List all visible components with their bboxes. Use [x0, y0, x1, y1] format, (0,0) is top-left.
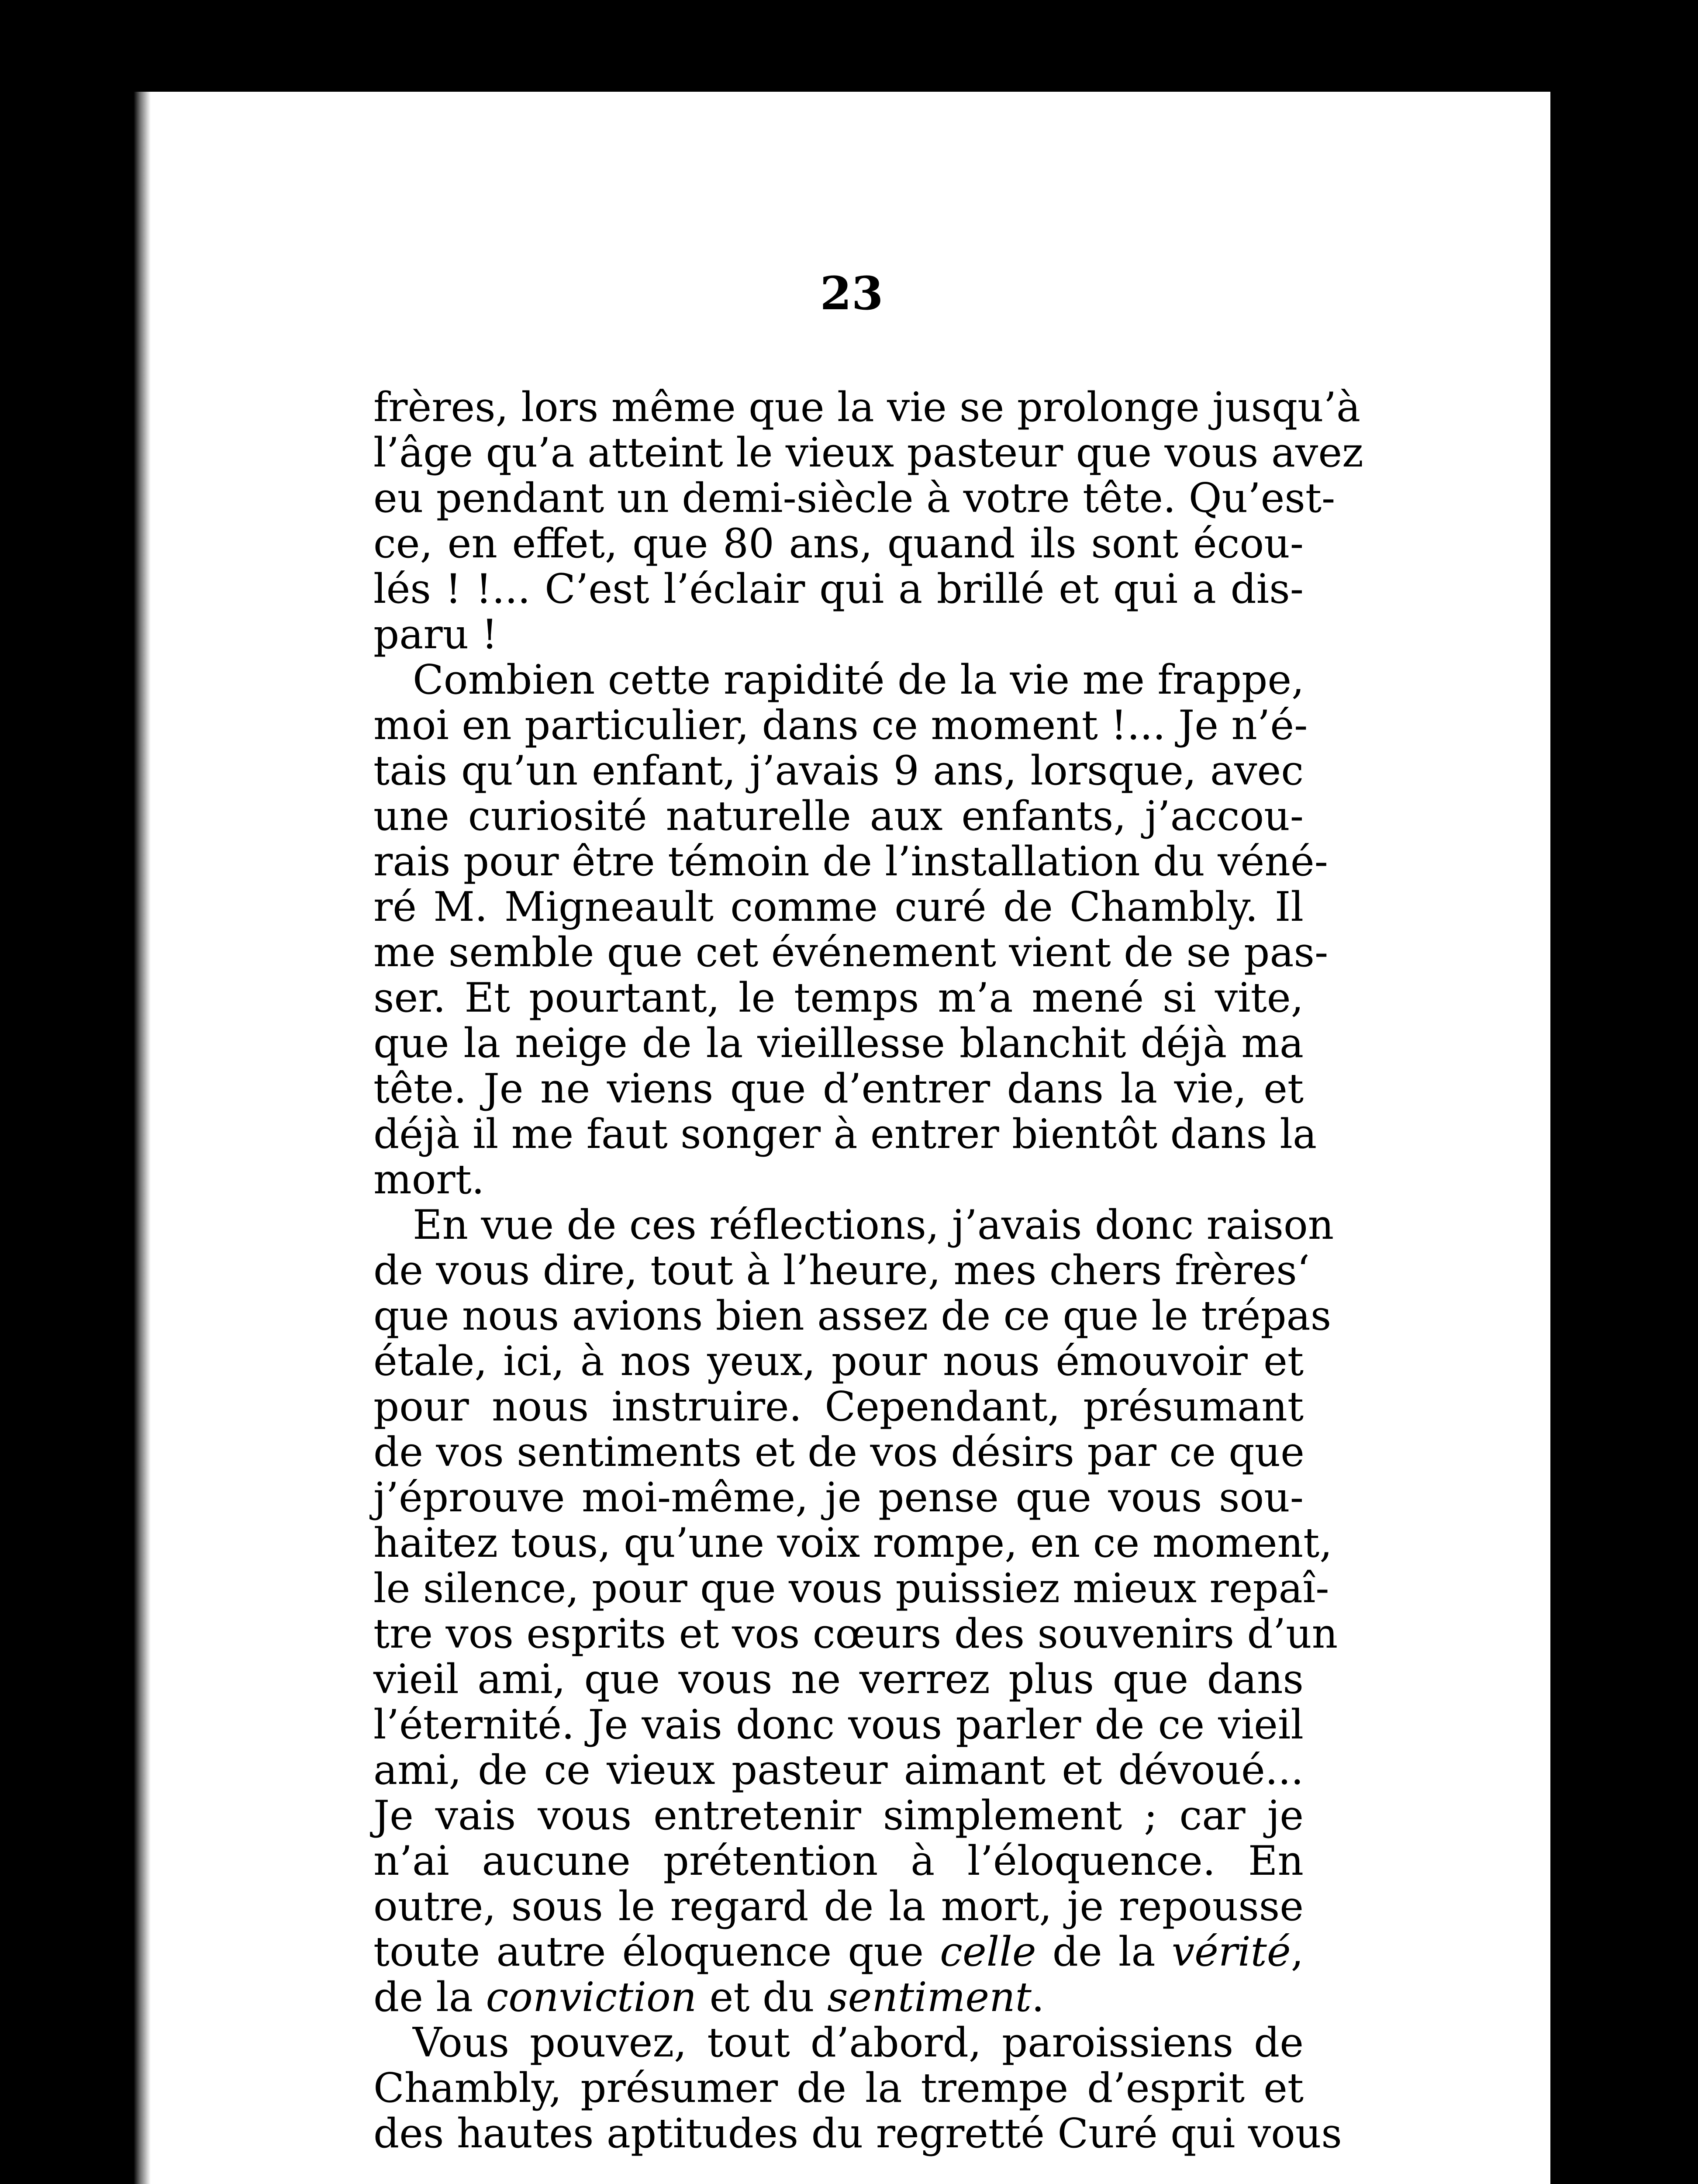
text-line: outre, sous le regard de la mort, je repousse [373, 1883, 1304, 1930]
text-line: haitez tous, qu’une voix rompe, en ce moment, [373, 1519, 1332, 1566]
text-line: de vos sentiments et de vos désirs par ce que [373, 1428, 1305, 1476]
text-line: j’éprouve moi-même, je pense que vous sou- [373, 1474, 1304, 1521]
text-line: toute autre éloquence que celle de la vérité, [373, 1928, 1304, 1975]
text-line: de vous dire, tout à l’heure, mes chers frères‘ [373, 1247, 1310, 1294]
text-line: des hautes aptitudes du regretté Curé qui vous [373, 2110, 1342, 2157]
text-line: tre vos esprits et vos cœurs des souvenirs d’un [373, 1610, 1338, 1657]
text-line: une curiosité naturelle aux enfants, j’accou- [373, 792, 1304, 840]
text-line: l’âge qu’a atteint le vieux pasteur que vous avez [373, 429, 1363, 476]
text-line: le silence, pour que vous puissiez mieux repaî- [373, 1565, 1329, 1612]
text-line: me semble que cet événement vient de se pas- [373, 929, 1329, 976]
body-text [373, 384, 1363, 2157]
text-line: vieil ami, que vous ne verrez plus que dans [373, 1655, 1304, 1703]
page-binding-shadow [124, 92, 151, 2184]
text-line: mort. [373, 1156, 485, 1203]
text-line: que nous avions bien assez de ce que le trépas [373, 1292, 1332, 1339]
text-line: Je vais vous entretenir simplement ; car je [373, 1792, 1304, 1839]
text-line: pour nous instruire. Cependant, présumant [373, 1383, 1304, 1430]
text-line: paru ! [373, 611, 498, 658]
text-line: frères, lors même que la vie se prolonge jusqu’à [373, 384, 1361, 431]
text-line: de la conviction et du sentiment. [373, 1973, 1045, 2021]
text-line: l’éternité. Je vais donc vous parler de ce vieil [373, 1701, 1304, 1748]
page-number: 23 [820, 266, 884, 320]
text-line: tête. Je ne viens que d’entrer dans la vie, et [373, 1065, 1304, 1112]
text-line: Chambly, présumer de la trempe d’esprit et [373, 2064, 1304, 2111]
text-line: rais pour être témoin de l’installation du véné- [373, 838, 1328, 885]
text-line: ce, en effet, que 80 ans, quand ils sont écou- [373, 520, 1304, 567]
text-line: tais qu’un enfant, j’avais 9 ans, lorsque, avec [373, 747, 1304, 794]
text-line: ami, de ce vieux pasteur aimant et dévoué... [373, 1746, 1304, 1794]
text-line: eu pendant un demi-siècle à votre tête. Qu’est- [373, 474, 1336, 522]
text-line: étale, ici, à nos yeux, pour nous émouvoir et [373, 1337, 1304, 1385]
text-line: lés ! !... C’est l’éclair qui a brillé et qui a dis- [373, 565, 1304, 612]
text-line: ser. Et pourtant, le temps m’a mené si vite, [373, 974, 1304, 1021]
text-line: Combien cette rapidité de la vie me frappe, [413, 656, 1305, 703]
text-line: Vous pouvez, tout d’abord, paroissiens de [413, 2019, 1304, 2066]
text-line: que la neige de la vieillesse blanchit déjà ma [373, 1019, 1304, 1067]
text-line: En vue de ces réflections, j’avais donc raison [413, 1201, 1334, 1248]
text-line: n’ai aucune prétention à l’éloquence. En [373, 1837, 1304, 1884]
text-line: ré M. Migneault comme curé de Chambly. Il [373, 883, 1304, 930]
text-line: moi en particulier, dans ce moment !... Je n’é- [373, 702, 1308, 749]
text-line: déjà il me faut songer à entrer bientôt dans la [373, 1110, 1317, 1158]
